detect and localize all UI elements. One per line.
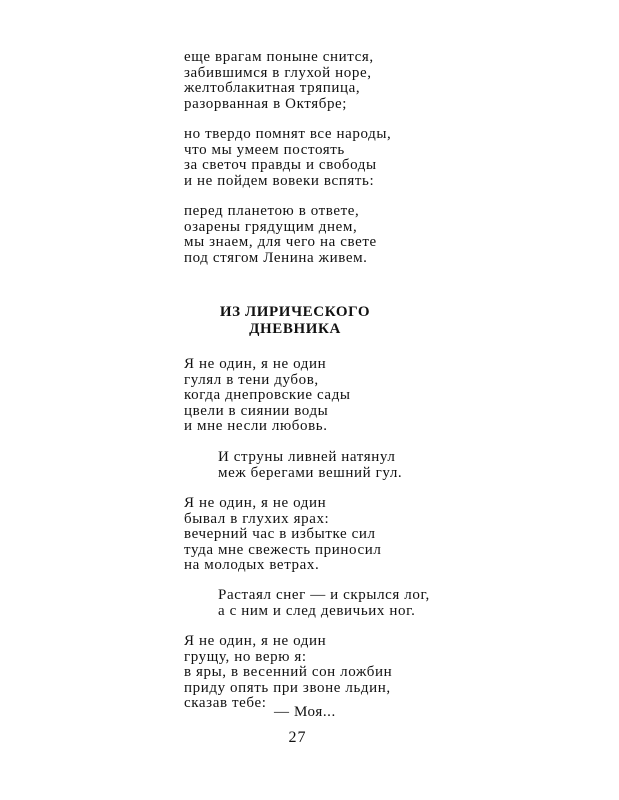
title-line: ИЗ ЛИРИЧЕСКОГО bbox=[219, 304, 371, 320]
verse-line: еще врагам понынe снится, bbox=[184, 49, 374, 65]
verse-line: Растаял снег — и скрылся лог, bbox=[218, 587, 430, 603]
verse-line: перед планетою в ответе, bbox=[184, 203, 360, 219]
refrain-stanza bbox=[218, 588, 430, 619]
verse-line: Я не один, я не один bbox=[184, 633, 327, 649]
verse-line: И струны ливней натянул bbox=[218, 449, 396, 465]
stanza bbox=[184, 357, 351, 435]
stanza bbox=[184, 634, 392, 712]
verse-line: за светоч правды и свободы bbox=[184, 157, 377, 173]
verse-line: бывал в глухих ярах: bbox=[184, 510, 330, 527]
verse-line: под стягом Ленина живем. bbox=[184, 249, 368, 266]
verse-line: грущу, но верю я: bbox=[184, 648, 307, 665]
verse-line: мы знаем, для чего на свете bbox=[184, 234, 377, 250]
verse-line: разорванная в Октябре; bbox=[184, 95, 348, 112]
final-line: — Моя... bbox=[274, 704, 336, 720]
title-line: ДНЕВНИКА bbox=[249, 320, 341, 337]
verse-line: но твердо помнят все народы, bbox=[184, 126, 392, 142]
verse-line: и не пойдем вовеки вспять: bbox=[184, 172, 375, 189]
verse-line: когда днепровские сады bbox=[184, 387, 351, 403]
verse-line: Я не один, я не один bbox=[184, 495, 327, 511]
verse-line: Я не один, я не один bbox=[184, 356, 327, 372]
poem-title bbox=[160, 304, 430, 337]
verse-line: озарены грядущим днем, bbox=[184, 218, 358, 235]
verse-line: в яры, в весенний сон ложбин bbox=[184, 664, 393, 680]
verse-line: туда мне свежесть приносил bbox=[184, 541, 382, 558]
verse-line: приду опять при звоне льдин, bbox=[184, 679, 391, 696]
verse-line: гулял в тени дубов, bbox=[184, 371, 319, 388]
verse-line: забившимся в глухой норе, bbox=[184, 64, 372, 81]
stanza bbox=[184, 50, 374, 112]
verse-line: и мне несли любовь. bbox=[184, 418, 328, 434]
refrain-stanza bbox=[218, 450, 402, 481]
stanza bbox=[184, 496, 381, 574]
stanza bbox=[184, 204, 377, 266]
page-number: 27 bbox=[288, 729, 307, 746]
verse-line: сказав тебе: bbox=[184, 695, 267, 711]
verse-line: меж берегами вешний гул. bbox=[218, 464, 403, 481]
verse-line: а с ним и след девичьих ног. bbox=[218, 602, 416, 619]
verse-line: что мы умеем постоять bbox=[184, 141, 345, 158]
verse-line: цвели в сиянии воды bbox=[184, 402, 329, 419]
verse-line: на молодых ветрах. bbox=[184, 557, 320, 573]
stanza bbox=[184, 127, 391, 189]
verse-line: вечерний час в избытке сил bbox=[184, 526, 376, 542]
verse-line: желтоблакитная тряпица, bbox=[184, 80, 361, 96]
